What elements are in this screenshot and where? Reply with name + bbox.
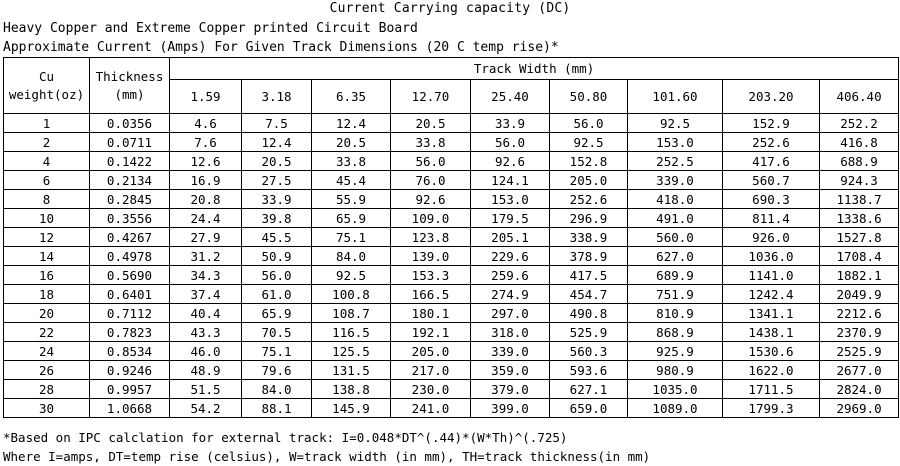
current-cell: 54.2 — [170, 399, 242, 418]
table-row — [4, 304, 899, 323]
current-cell: 75.1 — [312, 228, 391, 247]
header-width-value: 1.59 — [170, 80, 242, 114]
table-row — [4, 380, 899, 399]
table-row — [4, 209, 899, 228]
cu-weight-cell: 30 — [4, 399, 90, 418]
current-cell: 27.9 — [170, 228, 242, 247]
header-thickness: Thickness (mm) — [90, 58, 170, 114]
current-cell: 417.6 — [723, 152, 820, 171]
current-cell: 152.8 — [550, 152, 628, 171]
current-cell: 1089.0 — [628, 399, 723, 418]
current-cell: 116.5 — [312, 323, 391, 342]
current-cell: 33.9 — [471, 114, 550, 133]
current-cell: 45.4 — [312, 171, 391, 190]
table-body — [4, 114, 899, 418]
header-width-value: 203.20 — [723, 80, 820, 114]
current-cell: 34.3 — [170, 266, 242, 285]
current-cell: 1036.0 — [723, 247, 820, 266]
current-cell: 51.5 — [170, 380, 242, 399]
current-cell: 560.3 — [550, 342, 628, 361]
thickness-cell: 0.7112 — [90, 304, 170, 323]
thickness-cell: 0.3556 — [90, 209, 170, 228]
current-cell: 205.0 — [391, 342, 471, 361]
header-cu-weight: Cu weight(oz) — [4, 58, 90, 114]
current-cell: 56.0 — [391, 152, 471, 171]
current-cell: 2525.9 — [820, 342, 899, 361]
cu-weight-cell: 20 — [4, 304, 90, 323]
header-width-value: 50.80 — [550, 80, 628, 114]
subtitle-line-2: Approximate Current (Amps) For Given Track Dimensions (20 C temp rise)* — [3, 40, 559, 55]
header-width-value: 3.18 — [242, 80, 312, 114]
table-row — [4, 228, 899, 247]
current-cell: 76.0 — [391, 171, 471, 190]
current-cell: 33.8 — [391, 133, 471, 152]
current-cell: 37.4 — [170, 285, 242, 304]
current-cell: 20.5 — [312, 133, 391, 152]
current-cell: 12.6 — [170, 152, 242, 171]
cu-weight-cell: 6 — [4, 171, 90, 190]
current-cell: 138.8 — [312, 380, 391, 399]
current-cell: 20.5 — [391, 114, 471, 133]
current-cell: 252.6 — [723, 133, 820, 152]
current-cell: 229.6 — [471, 247, 550, 266]
current-cell: 230.0 — [391, 380, 471, 399]
current-cell: 627.1 — [550, 380, 628, 399]
current-cell: 399.0 — [471, 399, 550, 418]
cu-weight-cell: 1 — [4, 114, 90, 133]
current-cell: 926.0 — [723, 228, 820, 247]
current-cell: 1141.0 — [723, 266, 820, 285]
cu-weight-cell: 26 — [4, 361, 90, 380]
current-cell: 627.0 — [628, 247, 723, 266]
header-width-value: 406.40 — [820, 80, 899, 114]
current-cell: 810.9 — [628, 304, 723, 323]
current-capacity-table — [3, 57, 899, 418]
current-cell: 123.8 — [391, 228, 471, 247]
current-cell: 525.9 — [550, 323, 628, 342]
cu-weight-cell: 24 — [4, 342, 90, 361]
current-cell: 491.0 — [628, 209, 723, 228]
table-row — [4, 399, 899, 418]
current-cell: 92.5 — [312, 266, 391, 285]
current-cell: 4.6 — [170, 114, 242, 133]
current-cell: 490.8 — [550, 304, 628, 323]
current-cell: 24.4 — [170, 209, 242, 228]
current-cell: 1527.8 — [820, 228, 899, 247]
current-cell: 92.6 — [391, 190, 471, 209]
current-cell: 92.5 — [550, 133, 628, 152]
current-cell: 560.0 — [628, 228, 723, 247]
table-row — [4, 247, 899, 266]
thickness-cell: 0.7823 — [90, 323, 170, 342]
current-cell: 45.5 — [242, 228, 312, 247]
footnote-legend: Where I=amps, DT=temp rise (celsius), W=track width (in mm), TH=track thickness(in mm) — [3, 449, 651, 464]
current-cell: 100.8 — [312, 285, 391, 304]
current-cell: 92.5 — [628, 114, 723, 133]
current-cell: 205.1 — [471, 228, 550, 247]
thickness-cell: 0.2845 — [90, 190, 170, 209]
current-cell: 338.9 — [550, 228, 628, 247]
current-cell: 43.3 — [170, 323, 242, 342]
current-cell: 33.9 — [242, 190, 312, 209]
thickness-cell: 0.0356 — [90, 114, 170, 133]
table-row — [4, 133, 899, 152]
current-cell: 131.5 — [312, 361, 391, 380]
current-cell: 418.0 — [628, 190, 723, 209]
current-cell: 50.9 — [242, 247, 312, 266]
current-cell: 593.6 — [550, 361, 628, 380]
current-cell: 7.6 — [170, 133, 242, 152]
current-cell: 65.9 — [242, 304, 312, 323]
current-cell: 40.4 — [170, 304, 242, 323]
thickness-cell: 0.0711 — [90, 133, 170, 152]
current-cell: 339.0 — [628, 171, 723, 190]
header-width-value: 101.60 — [628, 80, 723, 114]
current-cell: 108.7 — [312, 304, 391, 323]
table-row — [4, 323, 899, 342]
current-cell: 560.7 — [723, 171, 820, 190]
table-row — [4, 152, 899, 171]
current-cell: 1338.6 — [820, 209, 899, 228]
thickness-cell: 0.1422 — [90, 152, 170, 171]
current-cell: 70.5 — [242, 323, 312, 342]
thickness-cell: 0.2134 — [90, 171, 170, 190]
current-cell: 1530.6 — [723, 342, 820, 361]
subtitle-line-1: Heavy Copper and Extreme Copper printed Circuit Board — [3, 21, 418, 36]
current-cell: 252.2 — [820, 114, 899, 133]
current-cell: 924.3 — [820, 171, 899, 190]
thickness-cell: 0.4267 — [90, 228, 170, 247]
current-cell: 318.0 — [471, 323, 550, 342]
cu-weight-cell: 22 — [4, 323, 90, 342]
current-cell: 690.3 — [723, 190, 820, 209]
current-cell: 241.0 — [391, 399, 471, 418]
current-cell: 811.4 — [723, 209, 820, 228]
current-cell: 1882.1 — [820, 266, 899, 285]
current-cell: 1035.0 — [628, 380, 723, 399]
table-row — [4, 114, 899, 133]
current-cell: 39.8 — [242, 209, 312, 228]
table-row — [4, 266, 899, 285]
current-cell: 980.9 — [628, 361, 723, 380]
cu-weight-cell: 10 — [4, 209, 90, 228]
table-row — [4, 285, 899, 304]
current-cell: 1708.4 — [820, 247, 899, 266]
cu-weight-cell: 16 — [4, 266, 90, 285]
current-cell: 217.0 — [391, 361, 471, 380]
current-cell: 75.1 — [242, 342, 312, 361]
current-cell: 61.0 — [242, 285, 312, 304]
current-cell: 296.9 — [550, 209, 628, 228]
header-width-value: 25.40 — [471, 80, 550, 114]
current-cell: 56.0 — [242, 266, 312, 285]
thickness-cell: 0.4978 — [90, 247, 170, 266]
current-cell: 179.5 — [471, 209, 550, 228]
current-cell: 689.9 — [628, 266, 723, 285]
current-cell: 1711.5 — [723, 380, 820, 399]
current-cell: 166.5 — [391, 285, 471, 304]
current-cell: 192.1 — [391, 323, 471, 342]
current-cell: 2049.9 — [820, 285, 899, 304]
page-title: Current Carrying capacity (DC) — [329, 1, 571, 16]
current-cell: 297.0 — [471, 304, 550, 323]
current-cell: 1622.0 — [723, 361, 820, 380]
header-width-value: 6.35 — [312, 80, 391, 114]
current-cell: 65.9 — [312, 209, 391, 228]
current-cell: 751.9 — [628, 285, 723, 304]
current-cell: 1341.1 — [723, 304, 820, 323]
current-cell: 1242.4 — [723, 285, 820, 304]
thickness-cell: 0.9246 — [90, 361, 170, 380]
current-cell: 274.9 — [471, 285, 550, 304]
current-cell: 16.9 — [170, 171, 242, 190]
current-cell: 417.5 — [550, 266, 628, 285]
current-cell: 868.9 — [628, 323, 723, 342]
table-row — [4, 171, 899, 190]
current-cell: 31.2 — [170, 247, 242, 266]
current-cell: 84.0 — [312, 247, 391, 266]
current-cell: 2677.0 — [820, 361, 899, 380]
table-row — [4, 190, 899, 209]
current-cell: 109.0 — [391, 209, 471, 228]
current-cell: 20.8 — [170, 190, 242, 209]
current-cell: 56.0 — [471, 133, 550, 152]
thickness-cell: 1.0668 — [90, 399, 170, 418]
current-cell: 688.9 — [820, 152, 899, 171]
current-cell: 48.9 — [170, 361, 242, 380]
current-cell: 1138.7 — [820, 190, 899, 209]
current-cell: 252.6 — [550, 190, 628, 209]
header-track-width: Track Width (mm) — [170, 58, 899, 80]
current-cell: 454.7 — [550, 285, 628, 304]
cu-weight-cell: 4 — [4, 152, 90, 171]
current-cell: 379.0 — [471, 380, 550, 399]
current-cell: 125.5 — [312, 342, 391, 361]
footnote-formula: *Based on IPC calclation for external track: I=0.048*DT^(.44)*(W*Th)^(.725) — [3, 430, 568, 445]
current-cell: 46.0 — [170, 342, 242, 361]
current-cell: 153.3 — [391, 266, 471, 285]
current-cell: 145.9 — [312, 399, 391, 418]
current-cell: 416.8 — [820, 133, 899, 152]
current-cell: 659.0 — [550, 399, 628, 418]
cu-weight-cell: 2 — [4, 133, 90, 152]
current-cell: 153.0 — [628, 133, 723, 152]
current-cell: 1438.1 — [723, 323, 820, 342]
current-cell: 378.9 — [550, 247, 628, 266]
current-cell: 925.9 — [628, 342, 723, 361]
current-cell: 56.0 — [550, 114, 628, 133]
table-row — [4, 361, 899, 380]
current-cell: 139.0 — [391, 247, 471, 266]
current-cell: 124.1 — [471, 171, 550, 190]
cu-weight-cell: 18 — [4, 285, 90, 304]
current-cell: 339.0 — [471, 342, 550, 361]
current-cell: 2212.6 — [820, 304, 899, 323]
cu-weight-cell: 28 — [4, 380, 90, 399]
current-cell: 33.8 — [312, 152, 391, 171]
table-row — [4, 342, 899, 361]
header-width-value: 12.70 — [391, 80, 471, 114]
current-cell: 55.9 — [312, 190, 391, 209]
current-cell: 2969.0 — [820, 399, 899, 418]
current-cell: 205.0 — [550, 171, 628, 190]
current-cell: 152.9 — [723, 114, 820, 133]
thickness-cell: 0.9957 — [90, 380, 170, 399]
cu-weight-cell: 8 — [4, 190, 90, 209]
current-cell: 2370.9 — [820, 323, 899, 342]
current-cell: 88.1 — [242, 399, 312, 418]
current-cell: 2824.0 — [820, 380, 899, 399]
current-cell: 1799.3 — [723, 399, 820, 418]
thickness-cell: 0.5690 — [90, 266, 170, 285]
current-cell: 92.6 — [471, 152, 550, 171]
current-cell: 12.4 — [242, 133, 312, 152]
current-cell: 84.0 — [242, 380, 312, 399]
current-cell: 180.1 — [391, 304, 471, 323]
current-cell: 7.5 — [242, 114, 312, 133]
current-cell: 27.5 — [242, 171, 312, 190]
thickness-cell: 0.8534 — [90, 342, 170, 361]
thickness-cell: 0.6401 — [90, 285, 170, 304]
current-cell: 20.5 — [242, 152, 312, 171]
cu-weight-cell: 12 — [4, 228, 90, 247]
current-cell: 79.6 — [242, 361, 312, 380]
cu-weight-cell: 14 — [4, 247, 90, 266]
current-cell: 252.5 — [628, 152, 723, 171]
current-cell: 12.4 — [312, 114, 391, 133]
current-cell: 359.0 — [471, 361, 550, 380]
current-cell: 153.0 — [471, 190, 550, 209]
current-cell: 259.6 — [471, 266, 550, 285]
